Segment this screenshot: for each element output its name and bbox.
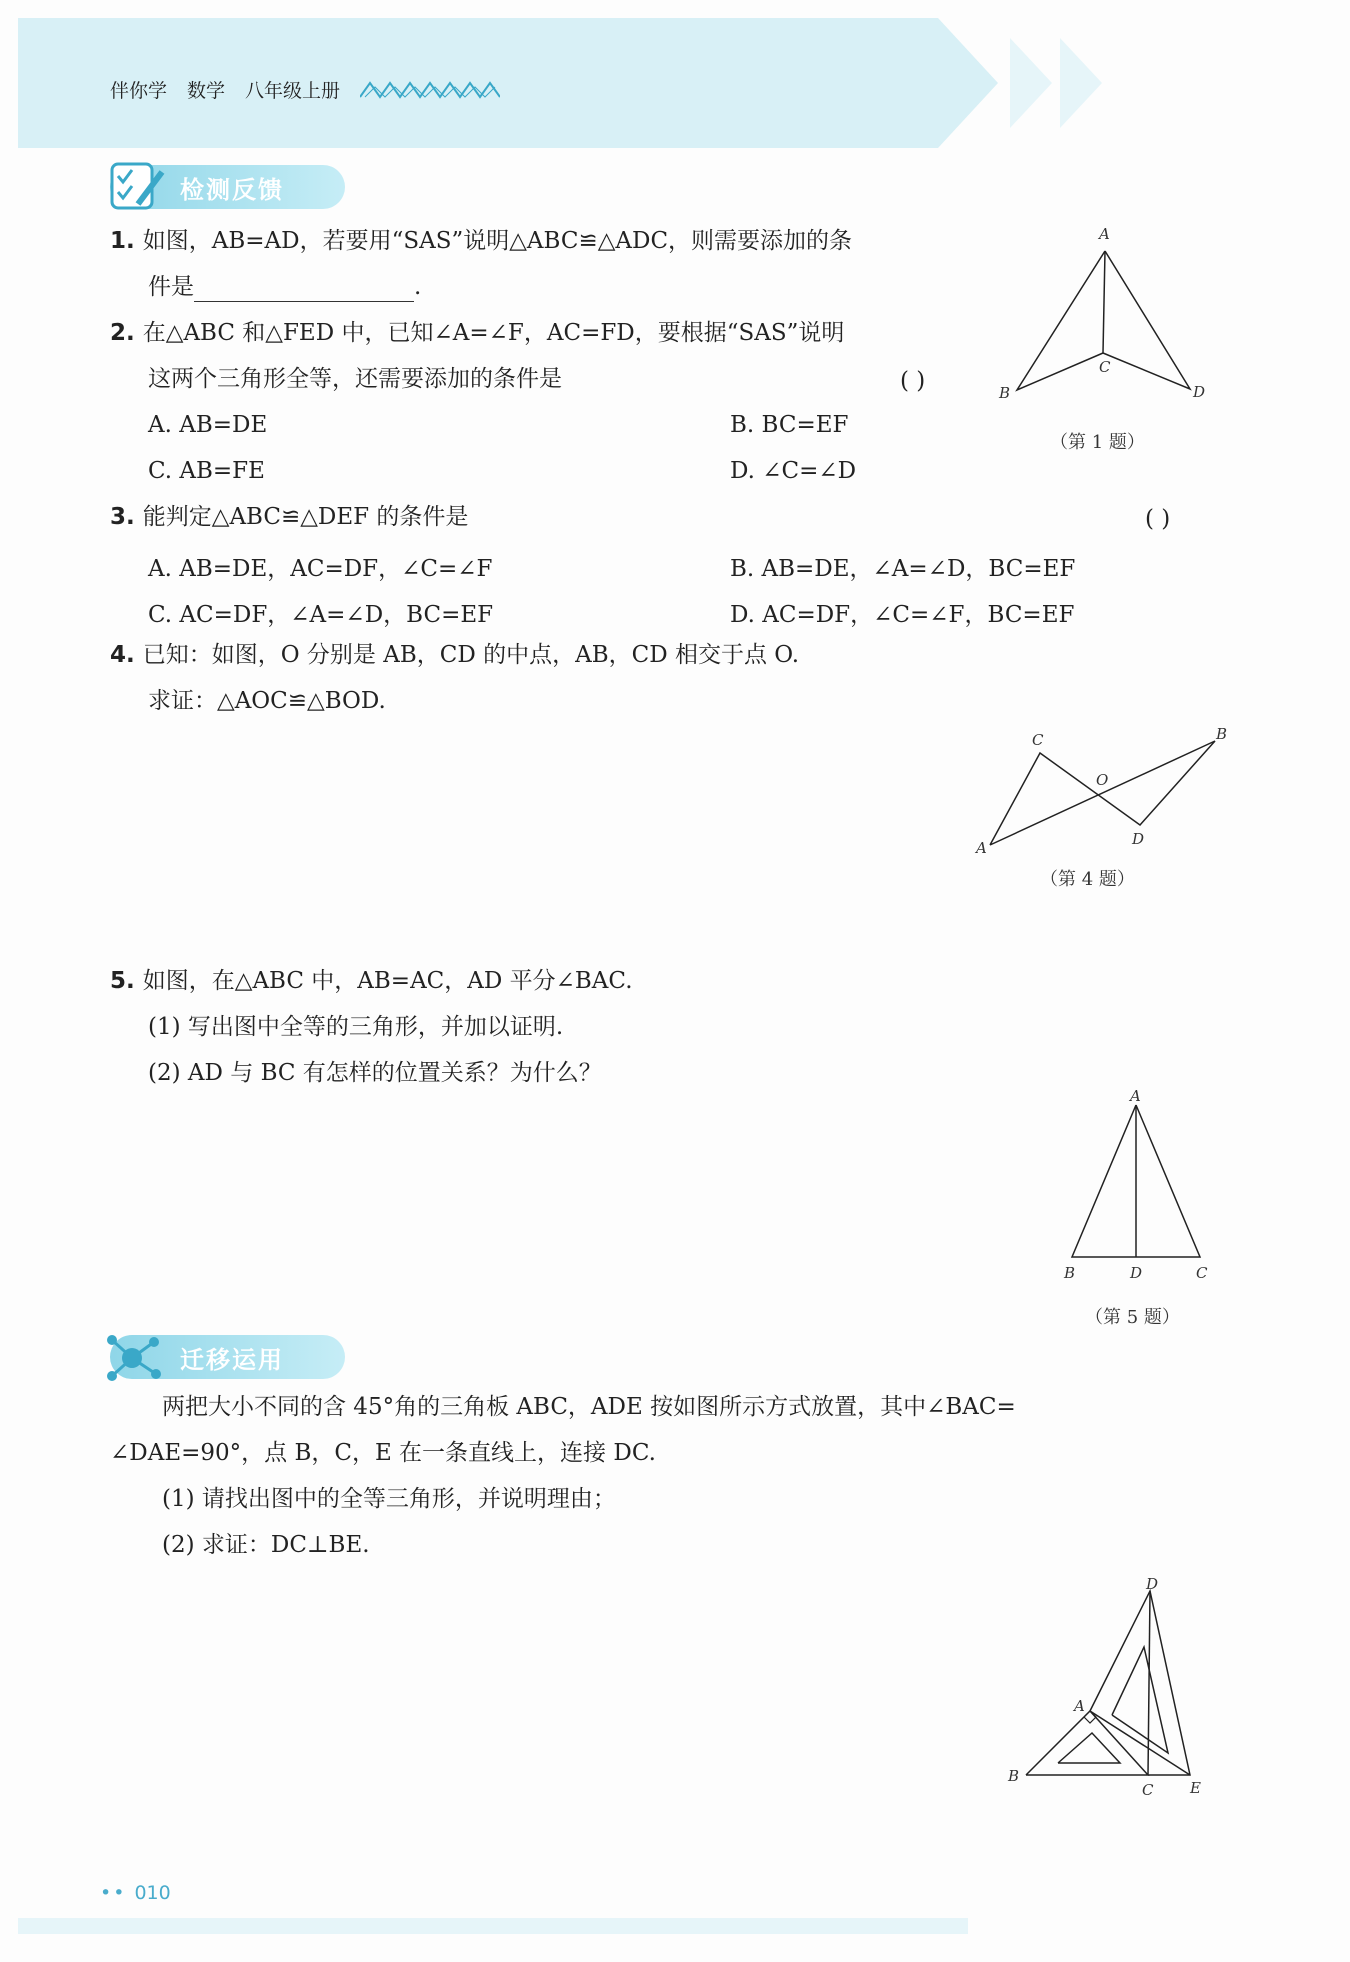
question-2-line2: 这两个三角形全等，还需要添加的条件是 [148, 366, 562, 392]
option-c[interactable]: C. AB=FE [148, 458, 265, 484]
question-text: 如图，AB=AD，若要用“SAS”说明△ABC≌△ADC，则需要添加的条 [142, 228, 853, 254]
label-D: D [1130, 1264, 1143, 1282]
section-title: 迁移运用 [180, 1345, 284, 1374]
running-header [110, 76, 500, 103]
question-5-part1: (1) 写出图中全等的三角形，并加以证明. [148, 1014, 564, 1040]
option-a[interactable]: A. AB=DE，AC=DF，∠C=∠F [148, 556, 493, 582]
question-3 [110, 494, 468, 540]
text: . [414, 274, 422, 300]
question-number: 1. [110, 228, 135, 254]
question-1 [110, 218, 852, 264]
label-O: O [1096, 771, 1109, 789]
header-arrow [938, 18, 998, 148]
question-text: 在△ABC 和△FED 中，已知∠A=∠F，AC=FD，要根据“SAS”说明 [142, 320, 845, 346]
dots-icon: •• [100, 1882, 135, 1904]
zigzag-ornament-icon [360, 79, 500, 101]
figure-caption: （第 4 题） [1040, 869, 1135, 890]
molecule-icon [104, 1330, 166, 1386]
header-chevron [1060, 38, 1102, 128]
transfer-part-1: (1) 请找出图中的全等三角形，并说明理由； [162, 1486, 616, 1512]
question-text: 已知：如图，O 分别是 AB，CD 的中点，AB，CD 相交于点 O. [142, 642, 800, 668]
transfer-part-2: (2) 求证：DC⊥BE. [162, 1532, 370, 1558]
transfer-line-2: ∠DAE=90°，点 B，C，E 在一条直线上，连接 DC. [110, 1440, 656, 1466]
answer-parens[interactable]: ( ) [1145, 506, 1171, 532]
checklist-icon [108, 158, 168, 214]
transfer-line-1: 两把大小不同的含 45°角的三角板 ABC，ADE 按如图所示方式放置，其中∠BAC= [162, 1394, 1016, 1420]
figure-4 [970, 725, 1230, 855]
figure-set-squares [1000, 1575, 1230, 1815]
label-C: C [1032, 731, 1044, 749]
book-title: 伴你学 [110, 80, 168, 102]
footer-band [18, 1918, 968, 1934]
label-C: C [1142, 1781, 1154, 1799]
figure-1 [995, 225, 1220, 415]
figure-caption: （第 1 题） [1050, 432, 1145, 453]
option-a[interactable]: A. AB=DE [148, 412, 268, 438]
label-D: D [1132, 830, 1145, 848]
figure-caption: （第 5 题） [1085, 1307, 1180, 1328]
label-B: B [999, 384, 1011, 402]
option-d[interactable]: D. AC=DF，∠C=∠F，BC=EF [730, 602, 1075, 628]
question-number: 2. [110, 320, 135, 346]
header-chevron [1010, 38, 1052, 128]
question-text: 能判定△ABC≌△DEF 的条件是 [142, 504, 469, 530]
question-1-line2 [148, 264, 421, 310]
question-number: 4. [110, 642, 135, 668]
question-number: 3. [110, 504, 135, 530]
question-5-part2: (2) AD 与 BC 有怎样的位置关系？为什么？ [148, 1060, 602, 1086]
text: 件是 [148, 274, 194, 300]
question-4 [110, 632, 799, 678]
label-B: B [1008, 1767, 1020, 1785]
answer-blank[interactable] [194, 275, 414, 302]
label-A: A [1074, 1697, 1085, 1715]
label-B: B [1064, 1264, 1076, 1282]
question-5 [110, 958, 633, 1004]
label-D: D [1146, 1575, 1159, 1593]
label-C: C [1196, 1264, 1208, 1282]
question-2 [110, 310, 844, 356]
option-b[interactable]: B. BC=EF [730, 412, 849, 438]
figure-5 [1050, 1085, 1230, 1290]
label-B: B [1216, 725, 1228, 743]
answer-parens[interactable]: ( ) [900, 368, 926, 394]
label-D: D [1193, 383, 1206, 401]
option-c[interactable]: C. AC=DF，∠A=∠D，BC=EF [148, 602, 494, 628]
subject: 数学 [187, 80, 226, 102]
option-d[interactable]: D. ∠C=∠D [730, 458, 857, 484]
page-number [100, 1882, 171, 1904]
page-number-text: 010 [134, 1882, 171, 1904]
section-title: 检测反馈 [180, 175, 284, 204]
question-text: 如图，在△ABC 中，AB=AC，AD 平分∠BAC. [142, 968, 633, 994]
label-C: C [1099, 358, 1111, 376]
question-number: 5. [110, 968, 135, 994]
option-b[interactable]: B. AB=DE，∠A=∠D，BC=EF [730, 556, 1076, 582]
label-A: A [976, 839, 987, 855]
grade: 八年级上册 [245, 80, 341, 102]
label-A: A [1099, 225, 1110, 243]
label-A: A [1130, 1087, 1141, 1105]
question-4-line2: 求证：△AOC≌△BOD. [148, 688, 386, 714]
label-E: E [1190, 1779, 1201, 1797]
